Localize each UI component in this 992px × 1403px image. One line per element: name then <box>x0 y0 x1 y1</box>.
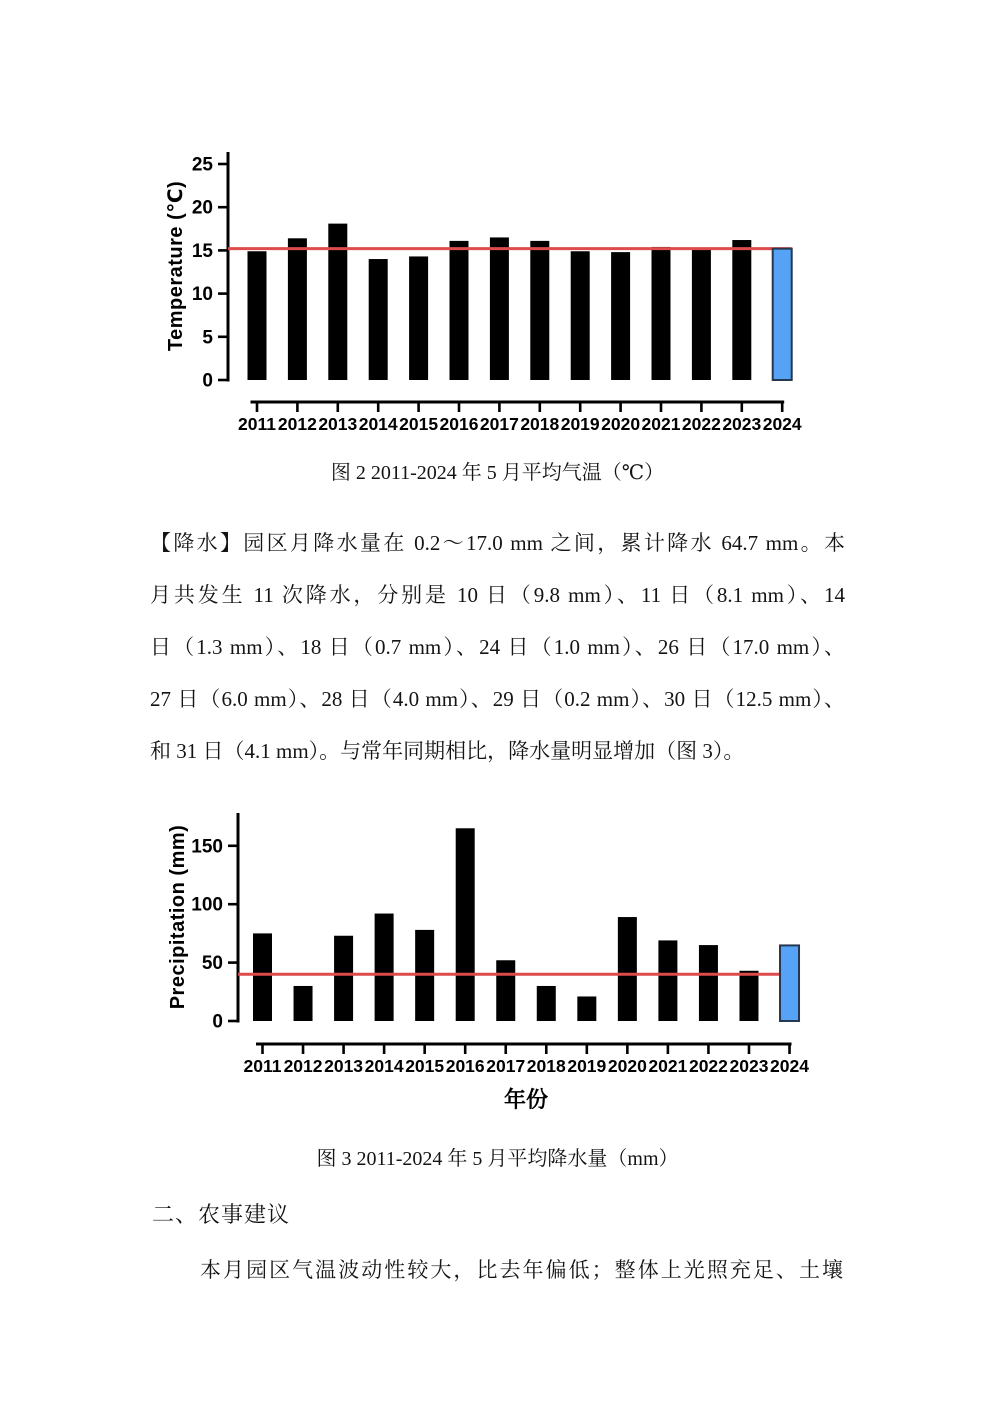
x-tick-label-2013: 2013 <box>324 1056 364 1076</box>
bar-2016 <box>456 828 475 1021</box>
x-tick-label-2015: 2015 <box>405 1056 445 1076</box>
bar-2012 <box>294 986 313 1021</box>
x-axis-title: 年份 <box>504 1087 549 1112</box>
x-tick-label-2017: 2017 <box>479 414 519 434</box>
x-tick-label-2018: 2018 <box>520 414 560 434</box>
y-tick-label: 20 <box>191 197 213 219</box>
bar-2017 <box>496 960 515 1021</box>
bar-2011 <box>248 251 267 380</box>
bar-2020 <box>618 917 637 1021</box>
precipitation-chart <box>150 795 830 1130</box>
y-axis-title: Temperature (℃) <box>165 180 187 352</box>
x-tick-label-2014: 2014 <box>364 1056 404 1076</box>
bar-2023 <box>739 971 758 1021</box>
x-tick-label-2017: 2017 <box>486 1056 526 1076</box>
paragraph-line: 月共发生 11 次降水，分别是 10 日（9.8 mm）、11 日（8.1 mm）、14 <box>150 583 845 607</box>
x-tick-label-2024: 2024 <box>762 414 802 434</box>
bar-2019 <box>577 996 596 1021</box>
x-tick-label-2012: 2012 <box>277 414 317 434</box>
paragraph-line: 27 日（6.0 mm）、28 日（4.0 mm）、29 日（0.2 mm）、30 日（12.5 mm）、 <box>150 687 845 711</box>
bar-2016 <box>450 241 469 380</box>
bar-2012 <box>288 238 307 380</box>
x-tick-label-2014: 2014 <box>358 414 398 434</box>
bar-2023 <box>732 240 751 380</box>
bar-2018 <box>537 986 556 1021</box>
y-tick-label: 50 <box>201 953 223 975</box>
bar-2015 <box>409 256 428 380</box>
precipitation-chart-figure <box>150 795 830 1130</box>
x-tick-label-2011: 2011 <box>238 414 276 434</box>
bar-2021 <box>652 247 671 380</box>
bar-2022 <box>699 945 718 1021</box>
temperature-chart <box>150 140 830 445</box>
figure2-caption: 图 2 2011-2024 年 5 月平均气温（℃） <box>330 462 665 484</box>
x-tick-label-2018: 2018 <box>526 1056 566 1076</box>
figure3-caption: 图 3 2011-2024 年 5 月平均降水量（mm） <box>316 1148 679 1170</box>
x-tick-label-2022: 2022 <box>688 1056 728 1076</box>
x-tick-label-2019: 2019 <box>567 1056 607 1076</box>
bar-2021 <box>658 940 677 1021</box>
y-tick-label: 0 <box>212 1011 223 1033</box>
y-tick-label: 25 <box>191 154 213 176</box>
bar-2024-highlight <box>773 249 792 380</box>
section-heading: 二、农事建议 <box>152 1202 291 1227</box>
x-tick-label-2021: 2021 <box>641 414 681 434</box>
bar-2013 <box>328 224 347 380</box>
paragraph-line: 【降水】园区月降水量在 0.2～17.0 mm 之间，累计降水 64.7 mm。本 <box>150 531 845 555</box>
y-tick-label: 0 <box>202 370 213 392</box>
x-tick-label-2023: 2023 <box>729 1056 769 1076</box>
bar-2011 <box>253 933 272 1021</box>
bar-2024-highlight <box>780 945 799 1021</box>
section-body-line: 本月园区气温波动性较大，比去年偏低；整体上光照充足、土壤 <box>200 1258 843 1282</box>
bar-2018 <box>530 241 549 380</box>
x-tick-label-2012: 2012 <box>283 1056 323 1076</box>
bar-2022 <box>692 249 711 380</box>
bar-2019 <box>571 251 590 380</box>
x-tick-label-2019: 2019 <box>560 414 600 434</box>
y-tick-label: 10 <box>191 284 213 306</box>
paragraph-line: 和 31 日（4.1 mm）。与常年同期相比，降水量明显增加（图 3）。 <box>150 739 745 763</box>
x-tick-label-2023: 2023 <box>722 414 762 434</box>
x-tick-label-2016: 2016 <box>445 1056 485 1076</box>
y-tick-label: 150 <box>191 836 223 858</box>
temperature-chart-figure <box>150 140 830 445</box>
x-tick-label-2013: 2013 <box>318 414 358 434</box>
bar-2014 <box>375 914 394 1021</box>
y-tick-label: 5 <box>202 327 213 349</box>
bar-2017 <box>490 237 509 380</box>
bar-2020 <box>611 252 630 380</box>
x-tick-label-2020: 2020 <box>601 414 641 434</box>
x-tick-label-2024: 2024 <box>770 1056 809 1076</box>
y-tick-label: 15 <box>191 240 213 262</box>
y-axis-title: Precipitation (mm) <box>167 824 189 1010</box>
y-tick-label: 100 <box>191 894 223 916</box>
paragraph-line: 日（1.3 mm）、18 日（0.7 mm）、24 日（1.0 mm）、26 日（17.0 mm）、 <box>150 635 845 659</box>
x-tick-label-2022: 2022 <box>681 414 721 434</box>
x-tick-label-2016: 2016 <box>439 414 479 434</box>
x-tick-label-2020: 2020 <box>607 1056 647 1076</box>
x-tick-label-2011: 2011 <box>243 1056 282 1076</box>
bar-2014 <box>369 259 388 380</box>
x-tick-label-2021: 2021 <box>648 1056 688 1076</box>
precipitation-paragraph <box>150 517 845 777</box>
bar-2013 <box>334 936 353 1021</box>
x-tick-label-2015: 2015 <box>399 414 439 434</box>
